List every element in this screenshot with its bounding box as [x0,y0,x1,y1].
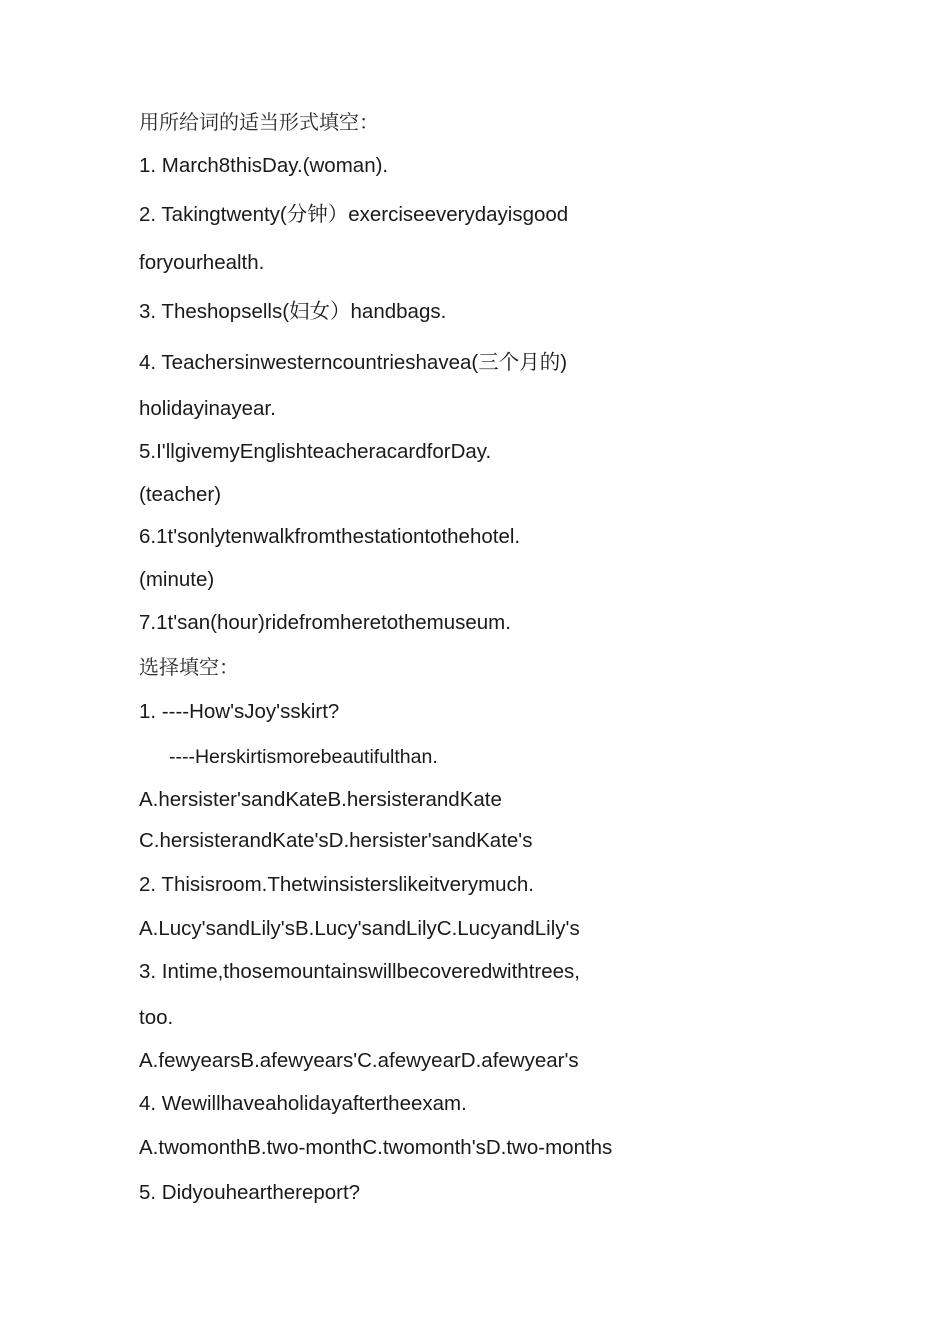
choice-line: ----Herskirtismorebeautifulthan. [169,746,438,768]
fill-line: (minute) [139,568,215,591]
choice-line: 5. Didyouhearthereport? [139,1181,361,1204]
choice-line: 2. Thisisroom.Thetwinsisterslikeitverymuch. [139,873,534,896]
choice-line: A.twomonthB.two-monthC.twomonth'sD.two-months [139,1136,613,1159]
choice-line: A.Lucy'sandLily'sB.Lucy'sandLilyC.LucyandLily's [139,917,580,940]
fill-line: 7.1t'san(hour)ridefromheretothemuseum. [139,611,511,634]
fill-line: 5.I'llgivemyEnglishteacheracardforDay. [139,440,492,463]
fill-line: 6.1t'sonlytenwalkfromthestationtothehotel. [139,525,521,548]
fill-line: holidayinayear. [139,397,276,420]
fill-line: (teacher) [139,483,222,506]
choice-line: 4. Wewillhaveaholidayaftertheexam. [139,1092,467,1115]
choice-line: A.fewyearsB.afewyears'C.afewyearD.afewyear's [139,1049,579,1072]
choice-line: too. [139,1006,174,1029]
fill-line: foryourhealth. [139,251,265,274]
section-title-fill-blanks: 用所给词的适当形式填空： [139,110,379,134]
choice-line: 1. ----How'sJoy'sskirt? [139,700,340,723]
fill-line: 1. March8thisDay.(woman). [139,154,389,177]
fill-line: 3. Theshopsells(妇女）handbags. [139,300,447,323]
fill-line: 4. Teachersinwesterncountrieshavea(三个月的) [139,351,568,374]
section-title-multiple-choice: 选择填空： [139,655,239,679]
fill-line: 2. Takingtwenty(分钟）exerciseeverydayisgood [139,203,569,226]
choice-line: 3. Intime,thosemountainswillbecoveredwithtrees, [139,960,580,983]
choice-line: C.hersisterandKate'sD.hersister'sandKate's [139,829,533,852]
choice-line: A.hersister'sandKateB.hersisterandKate [139,788,502,811]
